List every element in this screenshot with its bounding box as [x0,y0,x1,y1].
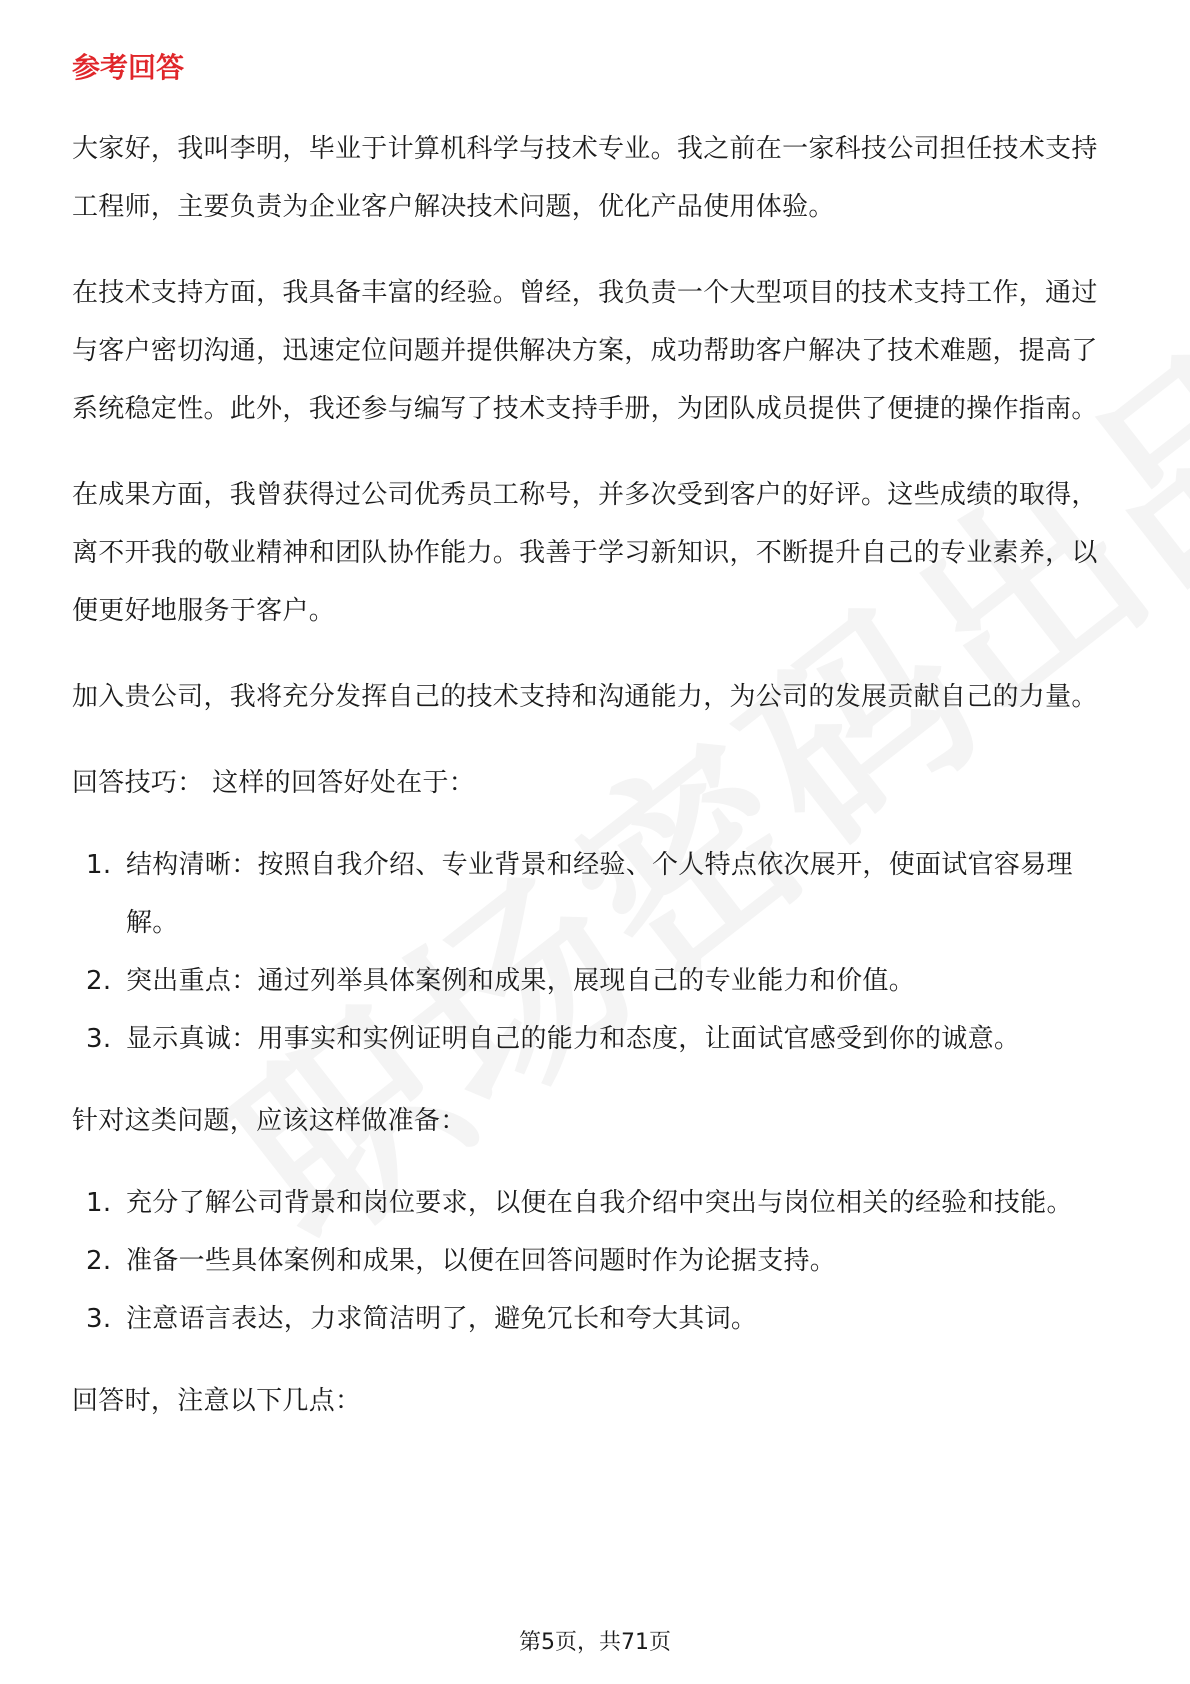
list-text: 结构清晰：按照自我介绍、专业背景和经验、个人特点依次展开，使面试官容易理解。 [126,850,1073,938]
list-number: 1. [86,1188,112,1218]
prep-label: 针对这类问题，应该这样做准备： [72,1106,467,1136]
list-item [72,1010,1120,1068]
notes-label: 回答时，注意以下几点： [72,1386,362,1416]
tips-label: 回答技巧： 这样的回答好处在于： [72,768,476,798]
list-number: 1. [86,850,112,880]
prep-list [72,1174,1120,1348]
section-heading: 参考回答 [72,51,185,84]
document-page [72,48,1120,1458]
list-item [72,836,1120,952]
list-number: 3. [86,1304,112,1334]
list-text: 注意语言表达，力求简洁明了，避免冗长和夸大其词。 [126,1304,758,1334]
paragraph-achievements: 在成果方面，我曾获得过公司优秀员工称号，并多次受到客户的好评。这些成绩的取得，离不开我的敬业精神和团队协作能力。我善于学习新知识，不断提升自己的专业素养，以便更好地服务于客户。 [72,480,1098,626]
list-item [72,1290,1120,1348]
paragraph-intro: 大家好，我叫李明，毕业于计算机科学与技术专业。我之前在一家科技公司担任技术支持工程师，主要负责为企业客户解决技术问题，优化产品使用体验。 [72,134,1098,222]
list-item [72,1232,1120,1290]
paragraph-experience: 在技术支持方面，我具备丰富的经验。曾经，我负责一个大型项目的技术支持工作，通过与客户密切沟通，迅速定位问题并提供解决方案，成功帮助客户解决了技术难题，提高了系统稳定性。此外，我还参与编写了技术支持手册，为团队成员提供了便捷的操作指南。 [72,278,1098,424]
list-text: 充分了解公司背景和岗位要求，以便在自我介绍中突出与岗位相关的经验和技能。 [126,1188,1073,1218]
list-number: 2. [86,966,112,996]
page-footer: 第5页，共71页 [519,1630,671,1655]
list-item [72,952,1120,1010]
list-text: 突出重点：通过列举具体案例和成果，展现自己的专业能力和价值。 [126,966,916,996]
list-text: 准备一些具体案例和成果，以便在回答问题时作为论据支持。 [126,1246,837,1276]
list-item [72,1174,1120,1232]
tips-list [72,836,1120,1068]
list-number: 3. [86,1024,112,1054]
paragraph-closing: 加入贵公司，我将充分发挥自己的技术支持和沟通能力，为公司的发展贡献自己的力量。 [72,682,1098,712]
list-number: 2. [86,1246,112,1276]
list-text: 显示真诚：用事实和实例证明自己的能力和态度，让面试官感受到你的诚意。 [126,1024,1021,1054]
